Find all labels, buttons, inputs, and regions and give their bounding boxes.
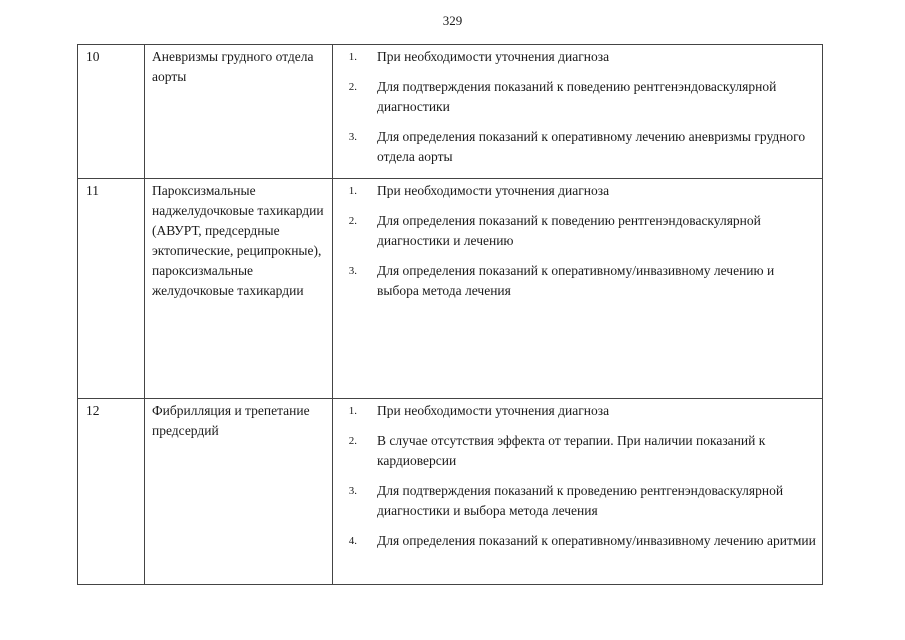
item-text: При необходимости уточнения диагноза	[377, 49, 610, 64]
item-number: 3.	[348, 131, 357, 143]
item-text: В случае отсутствия эффекта от терапии. При наличии показаний к кардиоверсии	[377, 433, 766, 468]
item-number: 3.	[348, 265, 357, 277]
indications-cell	[333, 399, 823, 585]
indications-table	[77, 44, 823, 585]
item-number: 3.	[348, 485, 357, 497]
list-item	[333, 181, 816, 201]
disease-name: Аневризмы грудного отдела аорты	[145, 45, 333, 179]
row-number: 12	[78, 399, 145, 585]
item-number: 2.	[348, 435, 357, 447]
list-item	[333, 77, 816, 117]
table-row	[78, 179, 823, 399]
indications-cell	[333, 179, 823, 399]
item-text: Для определения показаний к поведению рентгенэндоваскулярной диагностики и лечению	[377, 213, 761, 248]
item-text: Для определения показаний к оперативному лечению аневризмы грудного отдела аорты	[377, 129, 806, 164]
item-number: 1.	[348, 185, 357, 197]
item-number: 1.	[348, 405, 357, 417]
page-number: 329	[442, 13, 463, 28]
disease-name: Фибрилляция и трепетание предсердий	[145, 399, 333, 585]
item-text: Для подтверждения показаний к поведению рентгенэндоваскулярной диагностики	[377, 79, 777, 114]
list-item	[333, 211, 816, 251]
list-item	[333, 481, 816, 521]
list-item	[333, 47, 816, 67]
list-item	[333, 261, 816, 301]
item-text: Для определения показаний к оперативному/инвазивному лечению аритмии	[377, 533, 816, 548]
item-number: 2.	[348, 81, 357, 93]
item-text: Для определения показаний к оперативному/инвазивному лечению и выбора метода лечения	[377, 263, 775, 298]
item-number: 1.	[348, 51, 357, 63]
table-row	[78, 45, 823, 179]
item-number: 2.	[348, 215, 357, 227]
row-number: 10	[78, 45, 145, 179]
row-number: 11	[78, 179, 145, 399]
item-text: При необходимости уточнения диагноза	[377, 403, 610, 418]
item-text: При необходимости уточнения диагноза	[377, 183, 610, 198]
item-number: 4.	[348, 535, 357, 547]
list-item	[333, 127, 816, 167]
list-item	[333, 531, 816, 551]
table-row	[78, 399, 823, 585]
disease-name: Пароксизмальные наджелудочковые тахикардии (АВУРТ, предсердные эктопические, реципрокные), пароксизмальные желудочковые тахикардии	[145, 179, 333, 399]
list-item	[333, 431, 816, 471]
item-text: Для подтверждения показаний к проведению рентгенэндоваскулярной диагностики и выбора метода лечения	[377, 483, 784, 518]
indications-cell	[333, 45, 823, 179]
list-item	[333, 401, 816, 421]
